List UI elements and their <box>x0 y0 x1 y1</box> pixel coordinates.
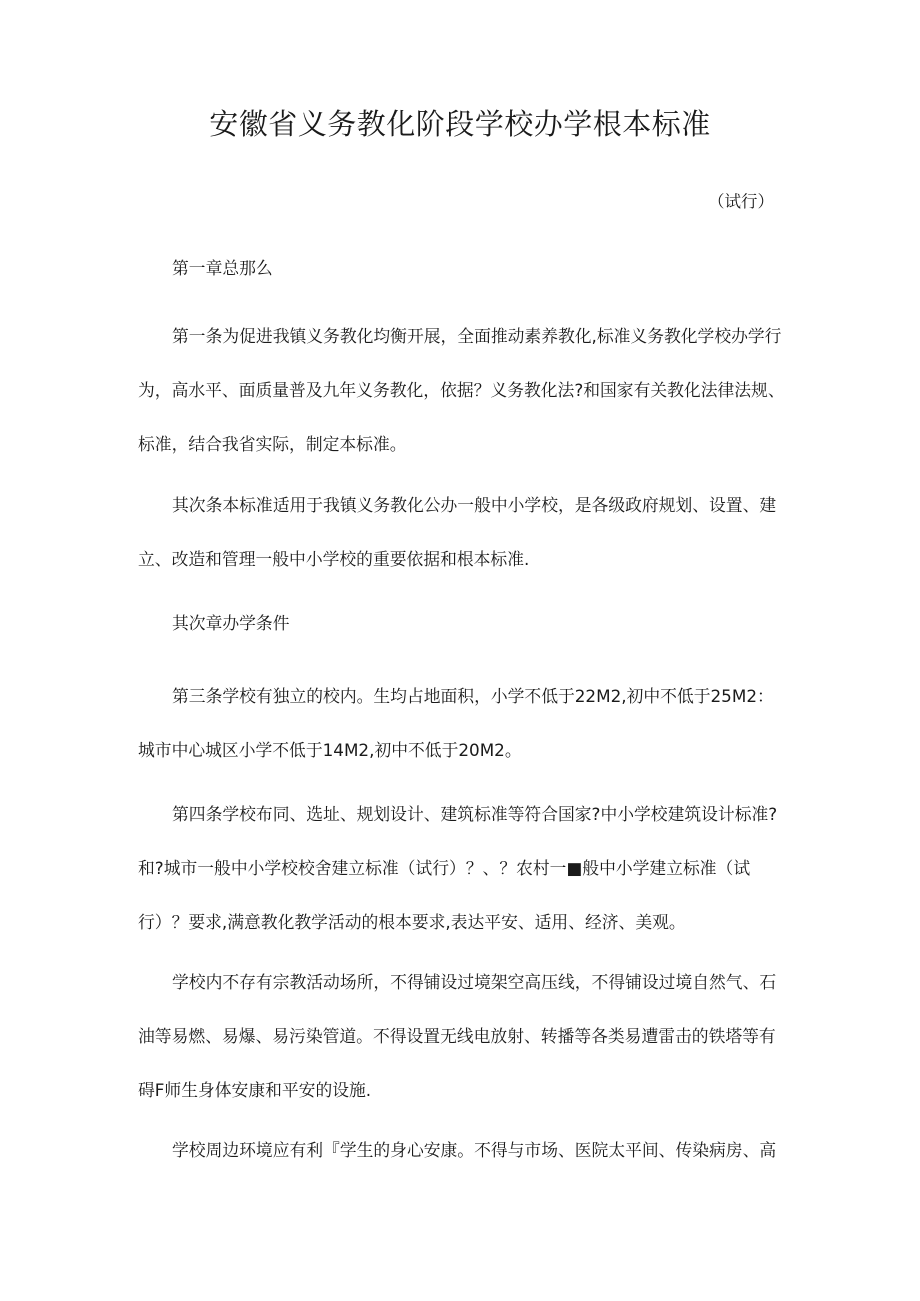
document-title: 安徽省义务教化阶段学校办学根本标准 <box>209 107 711 141</box>
article-paragraph: 其次条本标准适用于我镇义务教化公办一般中小学校，是各级政府规划、设置、建立、改造和管理一般中小学校的重要依据和根本标准. <box>138 495 777 569</box>
article-paragraph: 第四条学校布同、选址、规划设计、建筑标准等符合国家?中小学校建筑设计标准?和?城市一般中小学校校舍建立标准（试行）？、？农村一■般中小学建立标准（试行）？要求,满意教化教学活动的根本要求,表达平安、适用、经济、美观。 <box>138 804 778 932</box>
article-paragraph: 学校周边环境应有利『学生的身心安康。不得与市场、医院太平间、传染病房、高 <box>172 1140 777 1160</box>
article-paragraph: 第三条学校有独立的校内。生均占地面积，小学不低于22M2,初中不低于25M2：城市中心城区小学不低于14M2,初中不低于20M2。 <box>138 686 774 760</box>
chapter-heading: 第一章总那么 <box>172 258 273 278</box>
article-paragraph: 学校内不存有宗教活动场所，不得铺设过境架空高压线，不得铺设过境自然气、石油等易燃、易爆、易污染管道。不得设置无线电放射、转播等各类易遭雷击的铁塔等有碍F师生身体安康和平安的设施. <box>138 972 777 1100</box>
document-subtitle: （试行） <box>708 192 774 211</box>
chapter-heading: 其次章办学条件 <box>172 613 290 633</box>
article-paragraph: 第一条为促进我镇义务教化均衡开展，全面推动素养教化,标准义务教化学校办学行为，高水平、面质量普及九年义务教化，依据？义务教化法?和国家有关教化法律法规、标准，结合我省实际，制定本标准。 <box>138 326 785 454</box>
